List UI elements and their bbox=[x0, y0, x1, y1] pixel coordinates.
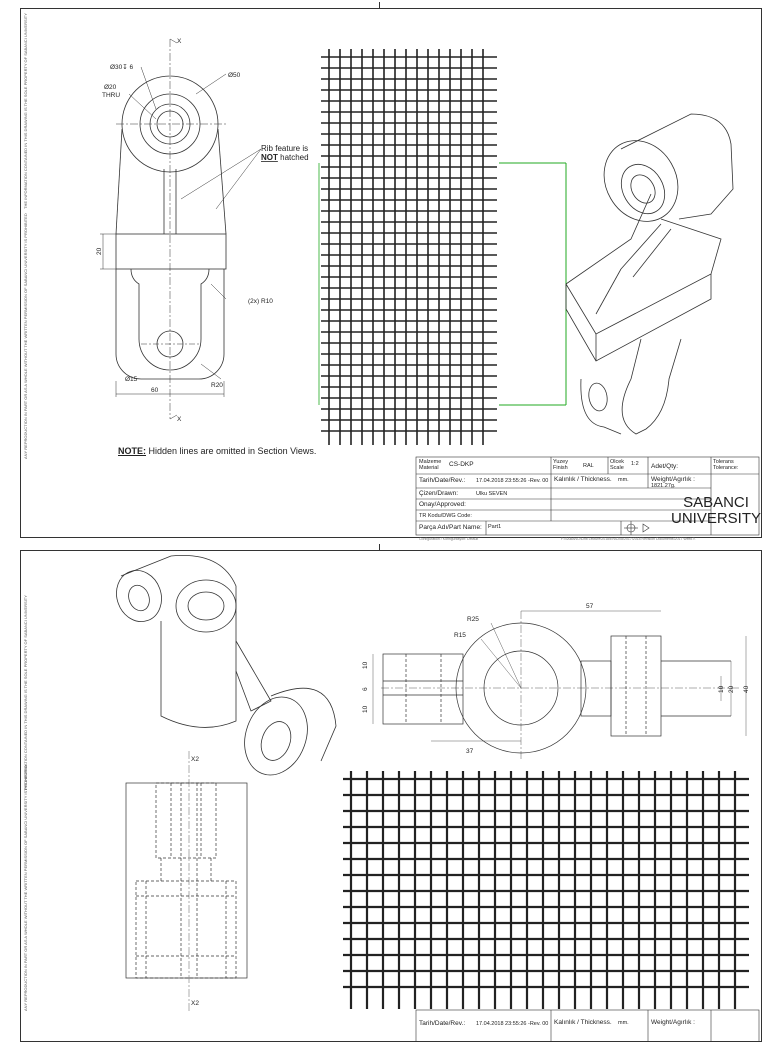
date-value: 17.04.2018 23:55:26 -Rev. 00 bbox=[476, 478, 549, 484]
dim-r40v: 40 bbox=[743, 685, 750, 693]
callout-rib-line2 bbox=[261, 153, 309, 162]
drawn-label: Çizen/Drawn: bbox=[419, 490, 459, 497]
part-name-value: Part1 bbox=[488, 524, 502, 530]
dim-d20: Ø20 bbox=[104, 84, 117, 91]
part-name-label: Parça Adı/Part Name: bbox=[419, 524, 482, 531]
university-name bbox=[671, 495, 761, 527]
approved-label: Onay/Approved: bbox=[419, 501, 466, 508]
dim-d30: Ø30↧ 6 bbox=[110, 64, 134, 71]
section-x2-bottom: X2 bbox=[191, 1000, 199, 1007]
scale-label: Olcek Scale bbox=[610, 459, 625, 471]
dim-r15: R15 bbox=[454, 632, 466, 639]
dim-d15: Ø15 bbox=[125, 376, 138, 383]
section-view-grid-2 bbox=[343, 771, 749, 1009]
university-line2: UNIVERSITY bbox=[671, 510, 762, 527]
sheet1-drawing bbox=[21, 9, 761, 537]
section-x-top: X bbox=[177, 38, 182, 45]
footer-date-value: 17.04.2018 23:55:26 -Rev. 00 bbox=[476, 1021, 549, 1027]
qty-label: Adet/Qty: bbox=[651, 463, 679, 470]
footer-date-label: Tarih/Date/Rev.: bbox=[419, 1020, 466, 1027]
dim-10b: 10 bbox=[362, 705, 369, 713]
weight-label: Weight/Agırlık : bbox=[651, 476, 695, 483]
block-section bbox=[116, 234, 226, 269]
footer-mm: mm. bbox=[618, 1020, 629, 1026]
side-section-view bbox=[126, 751, 247, 1011]
dim-10a: 10 bbox=[362, 661, 369, 669]
dim-57: 57 bbox=[586, 603, 594, 610]
finish-value: RAL bbox=[583, 463, 594, 469]
dim-r20v: 20 bbox=[728, 685, 735, 693]
side-text-reproduction: ANY REPRODUCTION IN PART OR AS A WHOLE WITHOUT THE WRITTEN PERMISSION OF SABANCI UNIVERSITY IS PROHIBITED bbox=[23, 213, 28, 459]
dim-r10v: 10 bbox=[718, 685, 725, 693]
drawing-sheet-1 bbox=[20, 8, 762, 541]
drawing-sheet-2 bbox=[20, 550, 762, 1042]
university-line1: SABANCI bbox=[683, 494, 749, 511]
section-note bbox=[118, 446, 316, 456]
note-label: NOTE: bbox=[118, 446, 146, 456]
dim-thru: THRU bbox=[102, 92, 121, 99]
dim-r25: R25 bbox=[467, 616, 479, 623]
section-view-grid bbox=[321, 49, 497, 445]
footer-thickness: Kalınlık / Thickness. bbox=[554, 1019, 612, 1026]
side-text-property-2: THE INFORMATION CONTAINED IN THIS DRAWING IS THE SOLE PROPERTY OF SABANCI UNIVERSITY bbox=[23, 595, 28, 791]
finish-label: Yuzey Finish bbox=[553, 459, 568, 471]
dim-r20: R20 bbox=[211, 382, 223, 389]
section-x2-top: X2 bbox=[191, 756, 199, 763]
material-value: CS-DKP bbox=[449, 461, 474, 468]
date-label: Tarih/Date/Rev.: bbox=[419, 477, 466, 484]
isometric-view-2 bbox=[109, 555, 336, 783]
drawn-value: Ulku SEVEN bbox=[476, 491, 508, 497]
scale-value: 1:2 bbox=[631, 461, 639, 467]
callout-hatched: hatched bbox=[277, 153, 309, 162]
callout-rib-line1: Rib feature is bbox=[261, 144, 309, 153]
footer-weight: Weight/Agırlık : bbox=[651, 1019, 695, 1026]
dwg-code-label: TR Kodu/DWG Code: bbox=[419, 513, 472, 519]
dim-w60: 60 bbox=[151, 387, 159, 394]
sheet1-top-marker bbox=[379, 2, 380, 8]
config-text: Configuration / Konfigürasyon: Default bbox=[419, 537, 479, 541]
note-text: Hidden lines are omitted in Section Views. bbox=[146, 446, 317, 456]
front-view bbox=[100, 39, 261, 419]
dim-d50: Ø50 bbox=[228, 72, 241, 79]
section-x-bottom: X bbox=[177, 416, 182, 423]
dim-37: 37 bbox=[466, 748, 474, 755]
side-text-property: THE INFORMATION CONTAINED IN THIS DRAWING IS THE SOLE PROPERTY OF SABANCI UNIVERSITY bbox=[23, 13, 28, 209]
tolerance-label: Tolerans Tolerance: bbox=[713, 459, 739, 471]
material-label: Malzeme Material bbox=[419, 459, 442, 471]
path-text: F:\SABANCI\Unit Lecture\2018\ENS208\2017\2018 Revision Documents\2017 Week7\ bbox=[561, 537, 696, 541]
sheet2-top-marker bbox=[379, 544, 380, 550]
sheet2-drawing bbox=[21, 551, 761, 1041]
isometric-view-1 bbox=[566, 114, 733, 434]
dim-6: 6 bbox=[362, 687, 369, 691]
weight-value: 1821.27g. bbox=[651, 483, 676, 489]
title-block-2-fragment bbox=[416, 1010, 759, 1042]
callout-not: NOT bbox=[261, 153, 278, 162]
top-view bbox=[373, 611, 746, 761]
dim-h20: 20 bbox=[96, 247, 103, 255]
dim-r10: (2x) R10 bbox=[248, 298, 273, 305]
thickness-label: Kalınlık / Thickness. bbox=[554, 476, 612, 483]
thickness-unit: mm. bbox=[618, 477, 629, 483]
side-text-reproduction-2: ANY REPRODUCTION IN PART OR AS A WHOLE WITHOUT THE WRITTEN PERMISSION OF SABANCI UNIVERSITY IS PROHIBITED bbox=[23, 765, 28, 1011]
